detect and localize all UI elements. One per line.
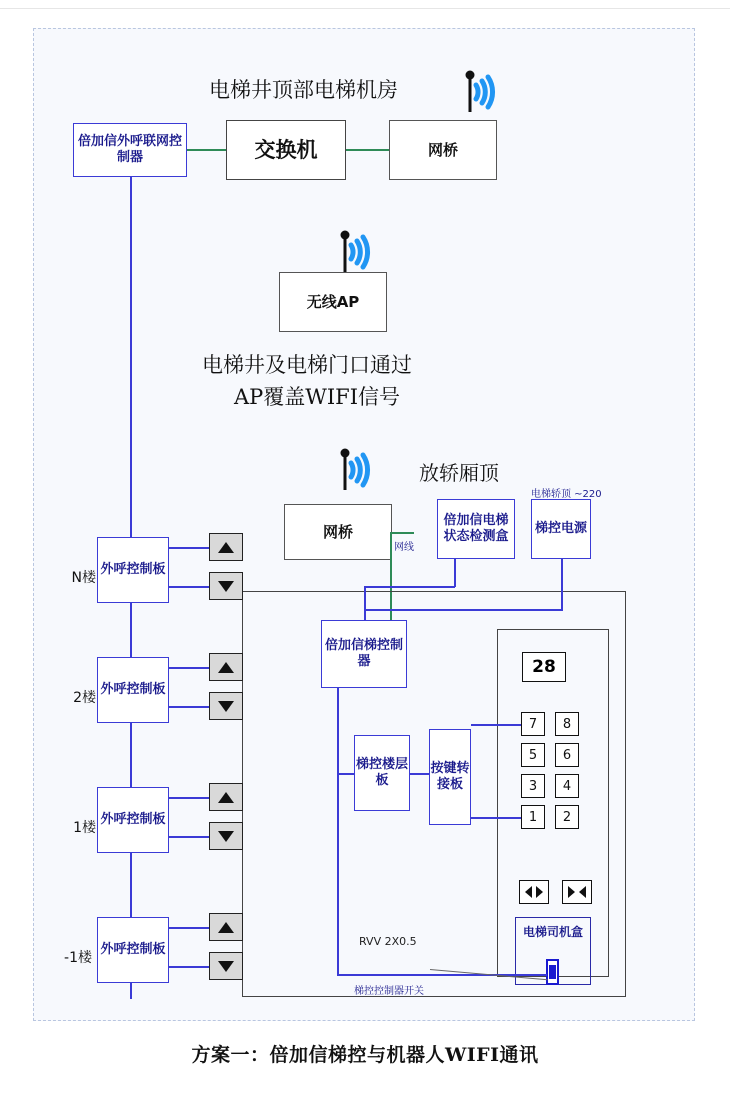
keypad-button-7[interactable]: 7	[521, 712, 545, 736]
triangle-down-icon	[218, 581, 234, 592]
outcall-board-2[interactable]: 外呼控制板	[97, 657, 169, 723]
keypad-button-3[interactable]: 3	[521, 774, 545, 798]
link-board-1-up	[169, 797, 209, 799]
wifi-antenna-icon	[454, 66, 510, 118]
rvv-cable-label: RVV 2X0.5	[359, 935, 417, 948]
floor-board-box[interactable]: 梯控楼层板	[354, 735, 410, 811]
window-topbar	[0, 0, 730, 9]
down-button-1[interactable]	[209, 822, 243, 850]
diagram-canvas	[33, 28, 695, 1021]
outcall-board-minus1[interactable]: 外呼控制板	[97, 917, 169, 983]
outcall-board-n[interactable]: 外呼控制板	[97, 537, 169, 603]
link-board-minus1-down	[169, 966, 209, 968]
link-board-n-down	[169, 586, 209, 588]
driver-box-label: 电梯司机盒	[523, 925, 584, 939]
car-top-power-note: 电梯轿顶 ~220	[531, 489, 602, 500]
bridge-box-cartop[interactable]: 网桥	[284, 504, 392, 560]
status-to-controller-vert	[454, 559, 456, 587]
rvv-cable-horiz	[337, 974, 547, 976]
floor-display: 28	[522, 652, 566, 682]
keyadapter-to-keypad-top	[471, 724, 521, 726]
down-button-n[interactable]	[209, 572, 243, 600]
elevator-controller-box[interactable]: 倍加信梯控制器	[321, 620, 407, 688]
controller-to-floorboard-horiz	[337, 773, 355, 775]
elevator-power-box[interactable]: 梯控电源	[531, 499, 591, 559]
key-adapter-box[interactable]: 按键转接板	[429, 729, 471, 825]
up-button-minus1[interactable]	[209, 913, 243, 941]
triangle-down-icon	[218, 961, 234, 972]
link-switch-bridge	[346, 149, 389, 151]
controller-power-switch[interactable]	[546, 959, 559, 985]
outcall-network-controller-box[interactable]: 倍加信外呼联网控制器	[73, 123, 187, 177]
status-to-controller-horiz	[364, 586, 455, 588]
bridge-box-machineroom[interactable]: 网桥	[389, 120, 497, 180]
keypad-button-2[interactable]: 2	[555, 805, 579, 829]
triangle-up-icon	[218, 792, 234, 803]
ap-coverage-text-line2: AP覆盖WIFI信号	[234, 385, 401, 409]
rvv-cable-vert	[337, 773, 339, 975]
link-board-2-up	[169, 667, 209, 669]
up-button-2[interactable]	[209, 653, 243, 681]
figure-caption: 方案一：倍加信梯控与机器人WIFI通讯	[191, 1044, 539, 1066]
wifi-antenna-icon-cartop	[329, 444, 385, 496]
controller-switch-note: 梯控控制器开关	[354, 986, 424, 997]
floor-label-minus1: -1楼	[64, 950, 92, 966]
floor-label-1: 1楼	[73, 820, 96, 836]
floorboard-to-keyadapter	[410, 773, 430, 775]
keypad-button-8[interactable]: 8	[555, 712, 579, 736]
switch-box[interactable]: 交换机	[226, 120, 346, 180]
car-top-title: 放轿厢顶	[419, 461, 499, 485]
keypad-button-1[interactable]: 1	[521, 805, 545, 829]
ap-coverage-text-line1: 电梯井及电梯门口通过	[202, 353, 412, 377]
wifi-antenna-icon-ap	[329, 226, 385, 278]
keyadapter-to-keypad-bottom	[471, 817, 521, 819]
triangle-up-icon	[218, 542, 234, 553]
power-to-controller-vert	[561, 559, 563, 611]
machine-room-title: 电梯井顶部电梯机房	[209, 78, 398, 102]
link-board-2-down	[169, 706, 209, 708]
net-cable-label: 网线	[394, 542, 414, 553]
link-controller-switch	[187, 149, 226, 151]
link-board-minus1-up	[169, 927, 209, 929]
down-button-minus1[interactable]	[209, 952, 243, 980]
power-to-controller-horiz	[364, 609, 562, 611]
door-open-icon[interactable]	[519, 880, 549, 904]
up-button-n[interactable]	[209, 533, 243, 561]
up-button-1[interactable]	[209, 783, 243, 811]
controller-to-floorboard-vert	[337, 688, 339, 773]
link-board-n-up	[169, 547, 209, 549]
wireless-ap-box[interactable]: 无线AP	[279, 272, 387, 332]
link-board-1-down	[169, 836, 209, 838]
elevator-status-detect-box[interactable]: 倍加信电梯状态检测盒	[437, 499, 515, 559]
triangle-down-icon	[218, 701, 234, 712]
controller-feed-vert	[364, 586, 366, 620]
door-close-icon[interactable]	[562, 880, 592, 904]
keypad-button-6[interactable]: 6	[555, 743, 579, 767]
floor-label-n: N楼	[71, 570, 96, 586]
triangle-up-icon	[218, 662, 234, 673]
netcable-bridge-horiz	[390, 532, 414, 534]
outcall-board-1[interactable]: 外呼控制板	[97, 787, 169, 853]
keypad-button-4[interactable]: 4	[555, 774, 579, 798]
triangle-down-icon	[218, 831, 234, 842]
down-button-2[interactable]	[209, 692, 243, 720]
floor-label-2: 2楼	[73, 690, 96, 706]
triangle-up-icon	[218, 922, 234, 933]
keypad-button-5[interactable]: 5	[521, 743, 545, 767]
